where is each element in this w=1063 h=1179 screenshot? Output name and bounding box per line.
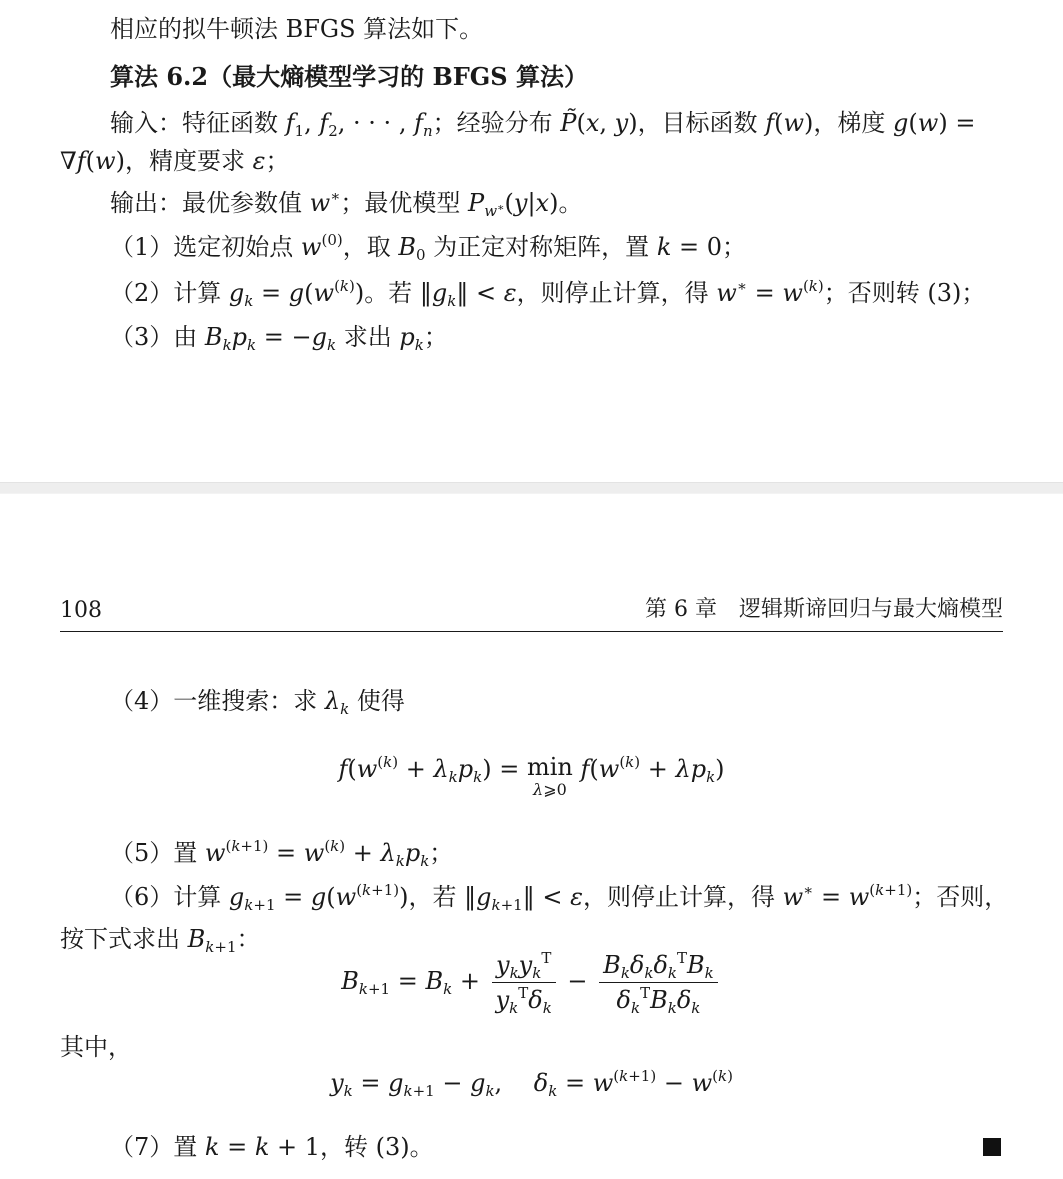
output-line: 输出：最优参数值 w∗；最优模型 $P_{w^∗}(y|x)$。 — [110, 187, 583, 220]
qed-square-icon — [983, 1138, 1001, 1156]
page-separator — [0, 482, 1063, 494]
input-line-cont: ∇f(w)，精度要求 ε； — [60, 147, 290, 175]
intro-line: 相应的拟牛顿法 BFGS 算法如下。 — [110, 15, 484, 43]
page-top — [0, 0, 1063, 482]
where-line: 其中， — [60, 1033, 132, 1061]
definitions-equation: $y_k = g_{k+1} - g_k$, $\delta_k = w^{(k+1)} - w^{(k)}$ — [330, 1067, 733, 1100]
input-line: 输入：特征函数 $f_1$, $f_2$, · · · , $f_n$；经验分布 P̃(x, y)，目标函数 f(w)，梯度 g(w) = — [110, 109, 976, 140]
step-7: （7）置 k = k + 1，转 (3)。 — [110, 1133, 434, 1161]
step-4: （4）一维搜索：求 $\lambda_k$ 使得 — [110, 687, 405, 718]
step-3: （3）由 $B_kp_k = -g_k$ 求出 $p_k$； — [110, 323, 448, 354]
page-bottom — [0, 494, 1063, 1179]
page-number: 108 — [60, 598, 102, 623]
running-header — [60, 592, 1003, 632]
line-search-equation: $f(w^{(k)} + \lambda_kp_k) = \min$ λ⩾0 $f(w^{(k)} + \lambda p_k)$ — [338, 753, 725, 799]
step-2: （2）计算 $g_k = g(w^{(k)})$。若 $‖g_k‖ < \varepsilon$，则停止计算，得 $w^∗ = w^{(k)}$；否则转 (3)； — [110, 277, 986, 310]
algorithm-title: 算法 6.2（最大熵模型学习的 BFGS 算法） — [110, 62, 588, 91]
bfgs-update-equation: $B_{k+1} = B_k$ + $\frac{y_ky_k^T}{y_k^T\delta_k}$ − $\frac{B_k\delta_k\delta_k^TB_k}{\delta_k^TB_k\delta_k}$ — [0, 949, 1063, 1015]
fraction-b: $\frac{B_k\delta_k\delta_k^TB_k}{\delta_k^TB_k\delta_k}$ — [599, 950, 718, 1015]
step-5: （5）置 $w^{(k+1)} = w^{(k)} + \lambda_kp_k$； — [110, 837, 454, 870]
step-6: （6）计算 $g_{k+1} = g(w^{(k+1)})$，若 $‖g_{k+1}‖ < \varepsilon$，则停止计算，得 $w^∗ = w^{(k+1)}$；否则， — [110, 881, 1009, 914]
chapter-title: 第 6 章 逻辑斯谛回归与最大熵模型 — [645, 597, 1003, 622]
step-6-cont: 按下式求出 $B_{k+1}$： — [60, 925, 261, 956]
fraction-y: $\frac{y_ky_k^T}{y_k^T\delta_k}$ — [492, 950, 556, 1015]
min-operator: min λ⩾0 — [526, 753, 573, 799]
step-1: （1）选定初始点 $w^{(0)}$，取 $B_0$ 为正定对称矩阵，置 k = 0； — [110, 231, 747, 264]
